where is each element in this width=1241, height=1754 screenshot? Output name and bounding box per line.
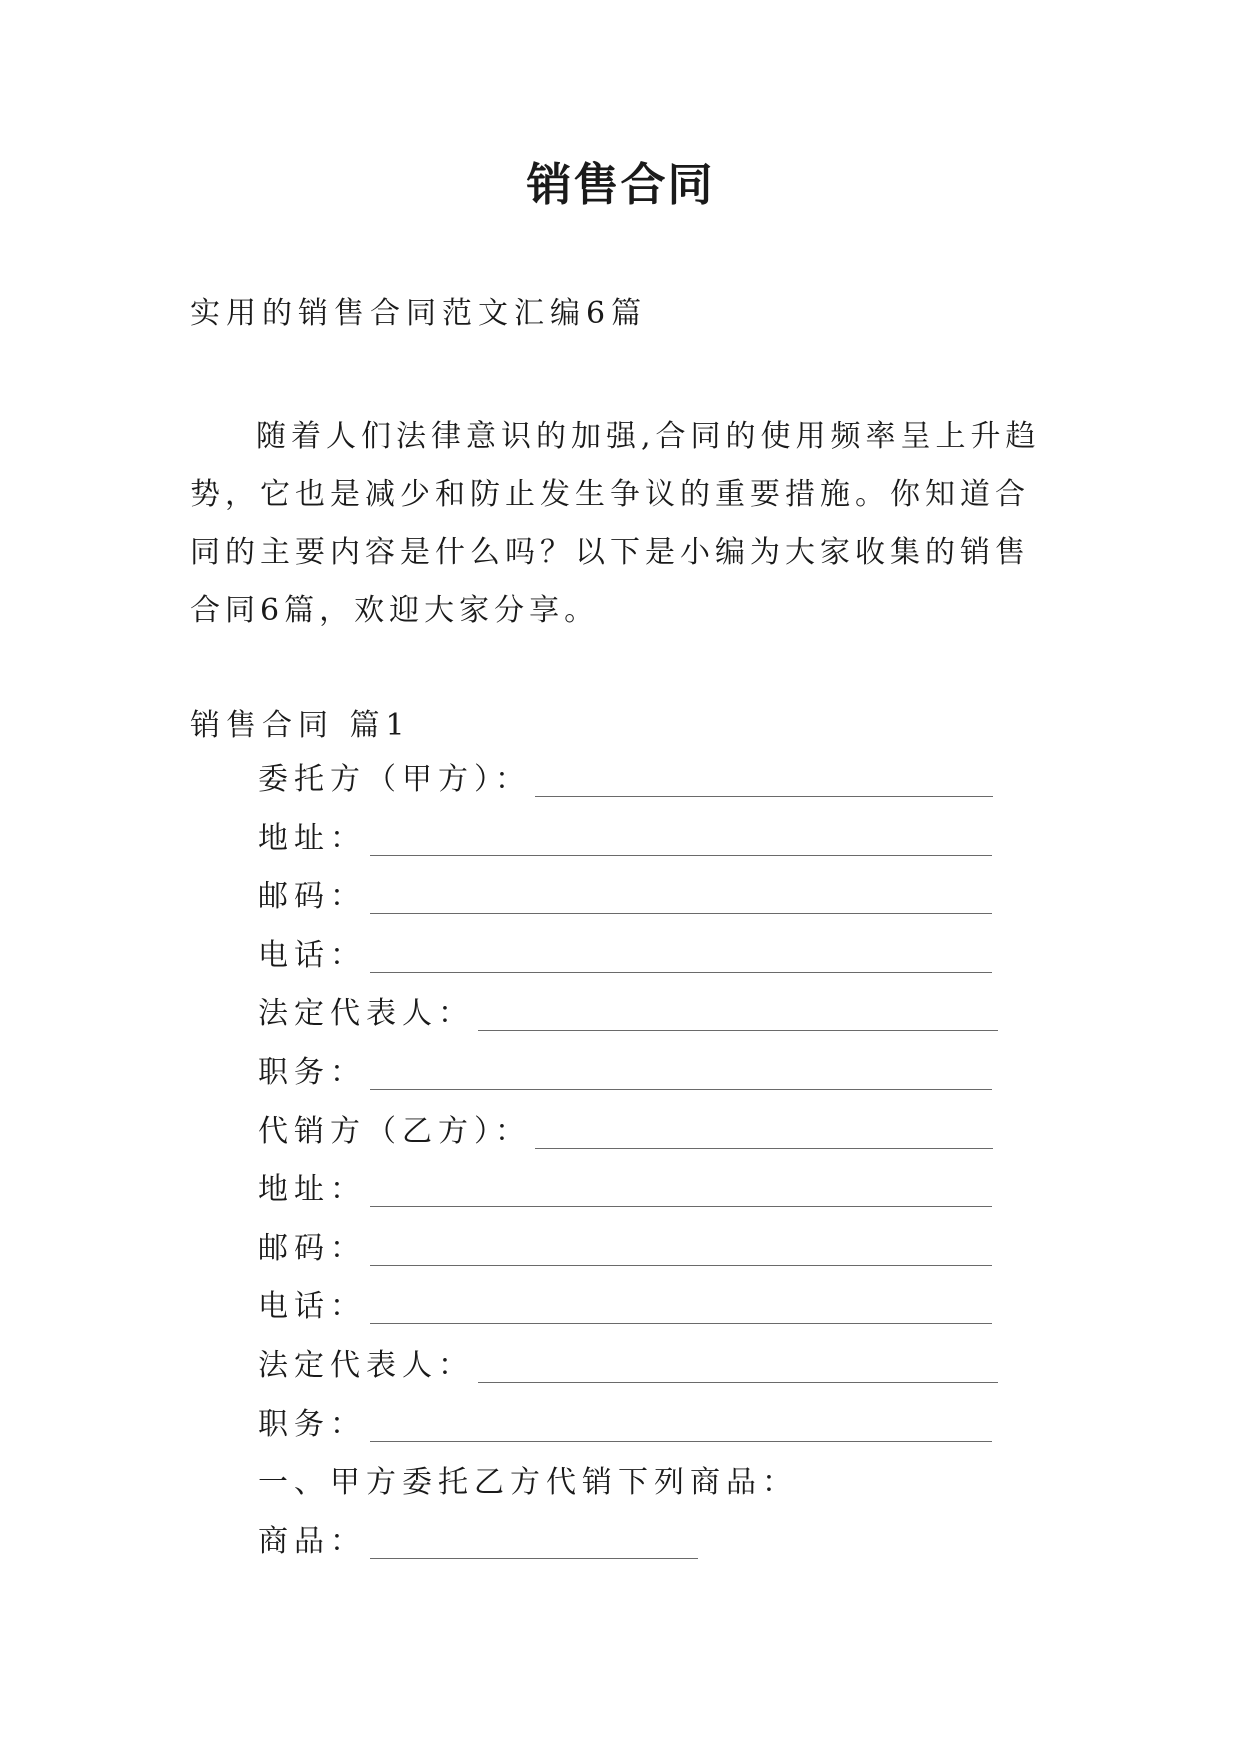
blank-line <box>535 1112 993 1149</box>
party-a-address-field <box>258 819 998 878</box>
blank-line <box>370 1405 992 1442</box>
blank-line <box>370 1229 992 1266</box>
field-label: 地址： <box>258 820 366 856</box>
clause-1: 一、甲方委托乙方代销下列商品： <box>258 1465 798 1501</box>
party-b-field <box>258 1112 998 1171</box>
field-label: 职务： <box>258 1406 366 1442</box>
field-label: 代销方（乙方）： <box>258 1113 531 1149</box>
blank-line <box>370 819 992 856</box>
blank-line <box>370 1287 992 1324</box>
field-label: 电话： <box>258 937 366 973</box>
blank-line <box>535 760 993 797</box>
document-subtitle: 实用的销售合同范文汇编6篇 <box>190 296 648 331</box>
field-label: 法定代表人： <box>258 1347 474 1383</box>
blank-line <box>478 1346 998 1383</box>
field-label: 邮码： <box>258 879 366 915</box>
field-label: 委托方（甲方）： <box>258 762 531 797</box>
party-b-postcode-field <box>258 1229 998 1288</box>
section-heading: 销售合同 篇1 <box>190 708 411 743</box>
party-a-phone-field <box>258 936 998 995</box>
blank-line <box>370 1522 698 1559</box>
party-b-position-field <box>258 1405 998 1464</box>
blank-line <box>370 877 992 914</box>
contract-fields <box>258 760 998 1580</box>
intro-paragraph: 随着人们法律意识的加强,合同的使用频率呈上升趋势，它也是减少和防止发生争议的重要措施。你知道合同的主要内容是什么吗？以下是小编为大家收集的销售合同6篇，欢迎大家分享。 <box>190 419 1041 628</box>
party-b-representative-field <box>258 1346 998 1405</box>
document-title: 销售合同 <box>526 158 715 211</box>
party-a-field <box>258 760 998 819</box>
field-label: 地址： <box>258 1172 366 1208</box>
party-a-representative-field <box>258 994 998 1053</box>
party-b-address-field <box>258 1170 998 1229</box>
blank-line <box>370 1053 992 1090</box>
party-b-phone-field <box>258 1287 998 1346</box>
field-label: 商品： <box>258 1523 366 1559</box>
blank-line <box>370 936 992 973</box>
party-a-position-field <box>258 1053 998 1112</box>
goods-field <box>258 1522 998 1581</box>
blank-line <box>478 994 998 1031</box>
field-label: 邮码： <box>258 1230 366 1266</box>
party-a-postcode-field <box>258 877 998 936</box>
field-label: 电话： <box>258 1289 366 1325</box>
field-label: 法定代表人： <box>258 996 474 1032</box>
blank-line <box>370 1170 992 1207</box>
field-label: 职务： <box>258 1054 366 1090</box>
